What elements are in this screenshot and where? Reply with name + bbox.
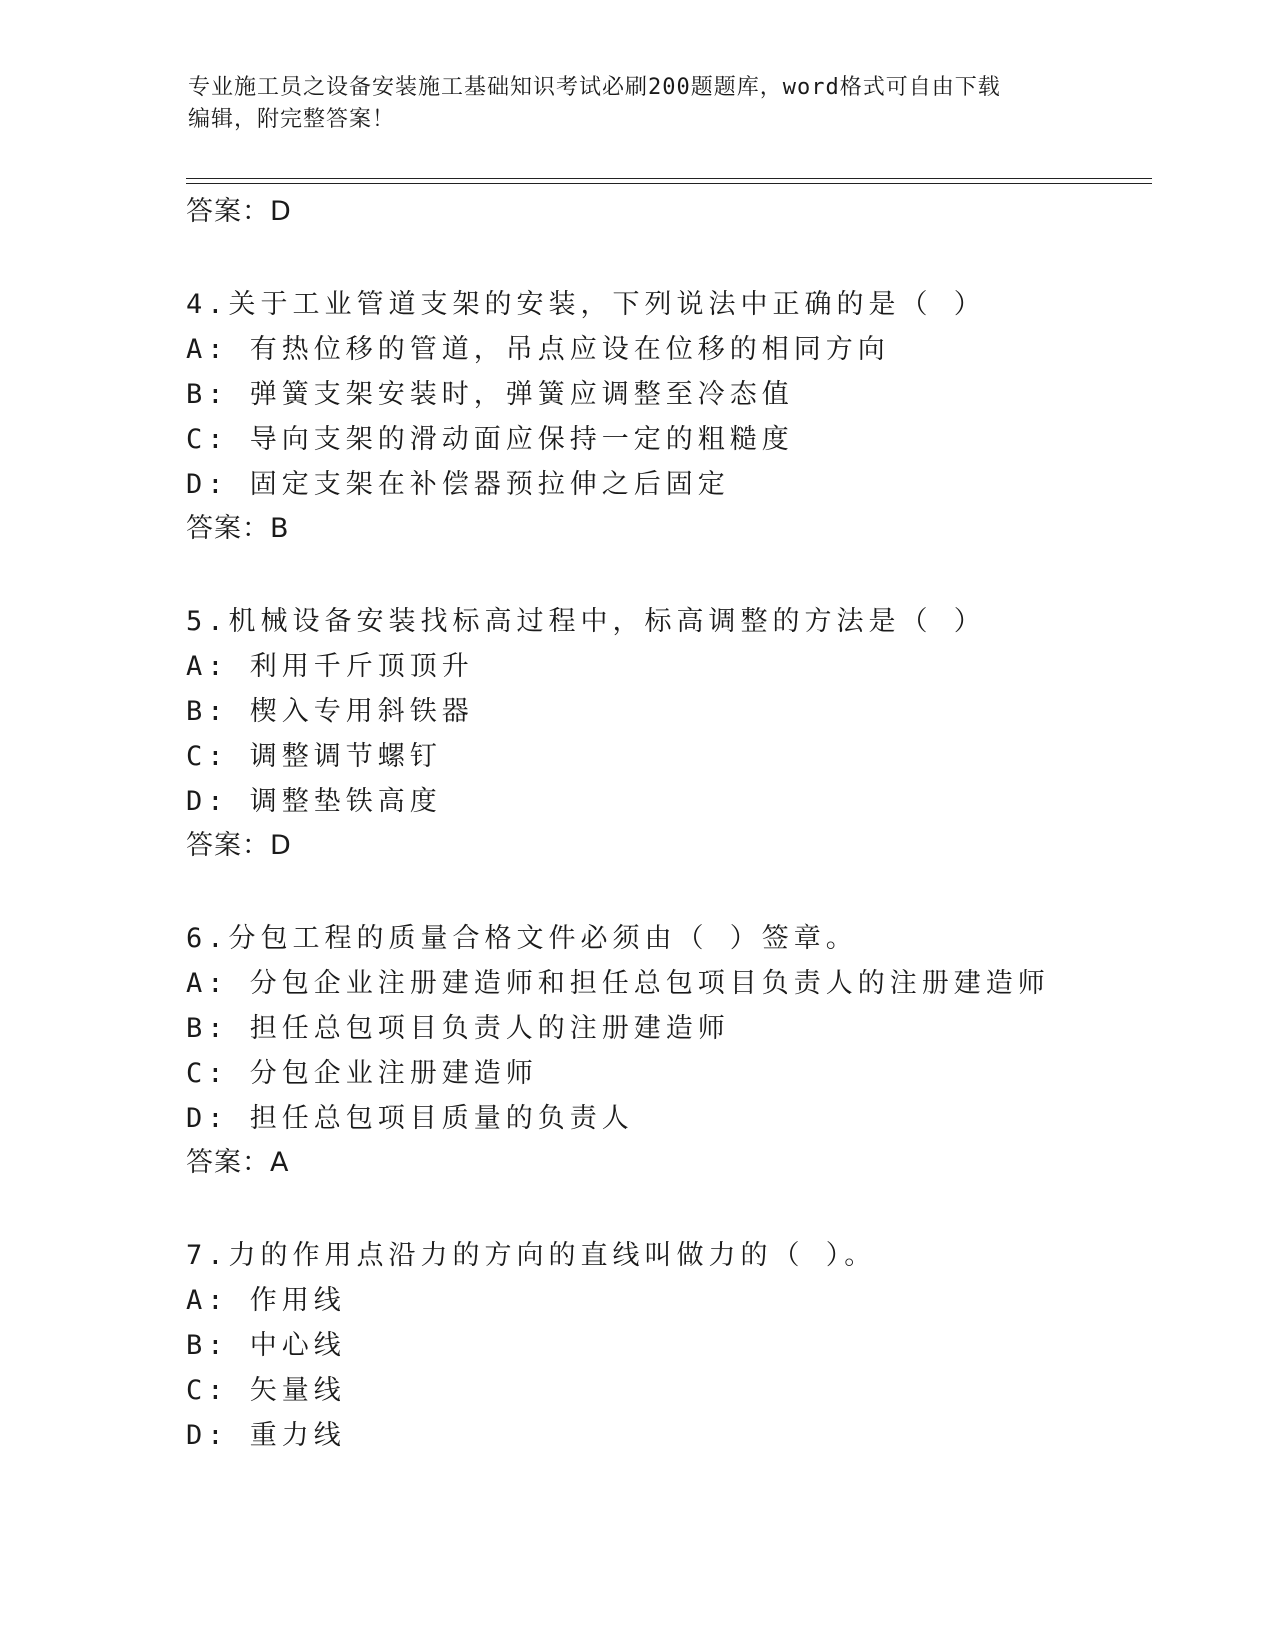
answer-text: 答案：B [186,513,290,544]
question-5 [186,599,1146,868]
header-line-1: 专业施工员之设备安装施工基础知识考试必刷200题题库，word格式可自由下载 [188,75,1001,100]
answer-text: 答案：D [186,830,292,861]
option-d: D: 固定支架在补偿器预拉伸之后固定 [186,469,730,500]
answer-text: 答案：D [186,196,292,227]
question-7 [186,1233,1146,1458]
option-b: B: 担任总包项目负责人的注册建造师 [186,1013,730,1044]
option-d: D: 担任总包项目质量的负责人 [186,1103,634,1134]
option-b: B: 中心线 [186,1330,346,1361]
header-divider-bottom [186,183,1152,184]
question-6 [186,916,1146,1185]
document-header [188,72,1088,136]
option-c: C: 分包企业注册建造师 [186,1058,538,1089]
option-a: A: 有热位移的管道，吊点应设在位移的相同方向 [186,334,890,365]
question-text: 5.机械设备安装找标高过程中，标高调整的方法是（ ） [186,606,986,637]
option-b: B: 楔入专用斜铁器 [186,696,474,727]
header-line-2: 编辑，附完整答案！ [188,107,396,132]
option-a: A: 利用千斤顶顶升 [186,651,474,682]
header-divider-top [186,178,1152,179]
option-d: D: 重力线 [186,1420,346,1451]
option-c: C: 导向支架的滑动面应保持一定的粗糙度 [186,424,794,455]
option-a: A: 作用线 [186,1285,346,1316]
question-text: 6.分包工程的质量合格文件必须由（ ）签章。 [186,923,858,954]
option-d: D: 调整垫铁高度 [186,786,442,817]
option-b: B: 弹簧支架安装时，弹簧应调整至冷态值 [186,379,794,410]
option-c: C: 矢量线 [186,1375,346,1406]
option-a: A: 分包企业注册建造师和担任总包项目负责人的注册建造师 [186,968,1050,999]
answer-text: 答案：A [186,1147,290,1178]
option-c: C: 调整调节螺钉 [186,741,442,772]
question-text: 7.力的作用点沿力的方向的直线叫做力的（ ）。 [186,1240,877,1271]
question-4 [186,282,1146,551]
question-text: 4.关于工业管道支架的安装，下列说法中正确的是（ ） [186,289,986,320]
document-body [186,190,1146,1458]
